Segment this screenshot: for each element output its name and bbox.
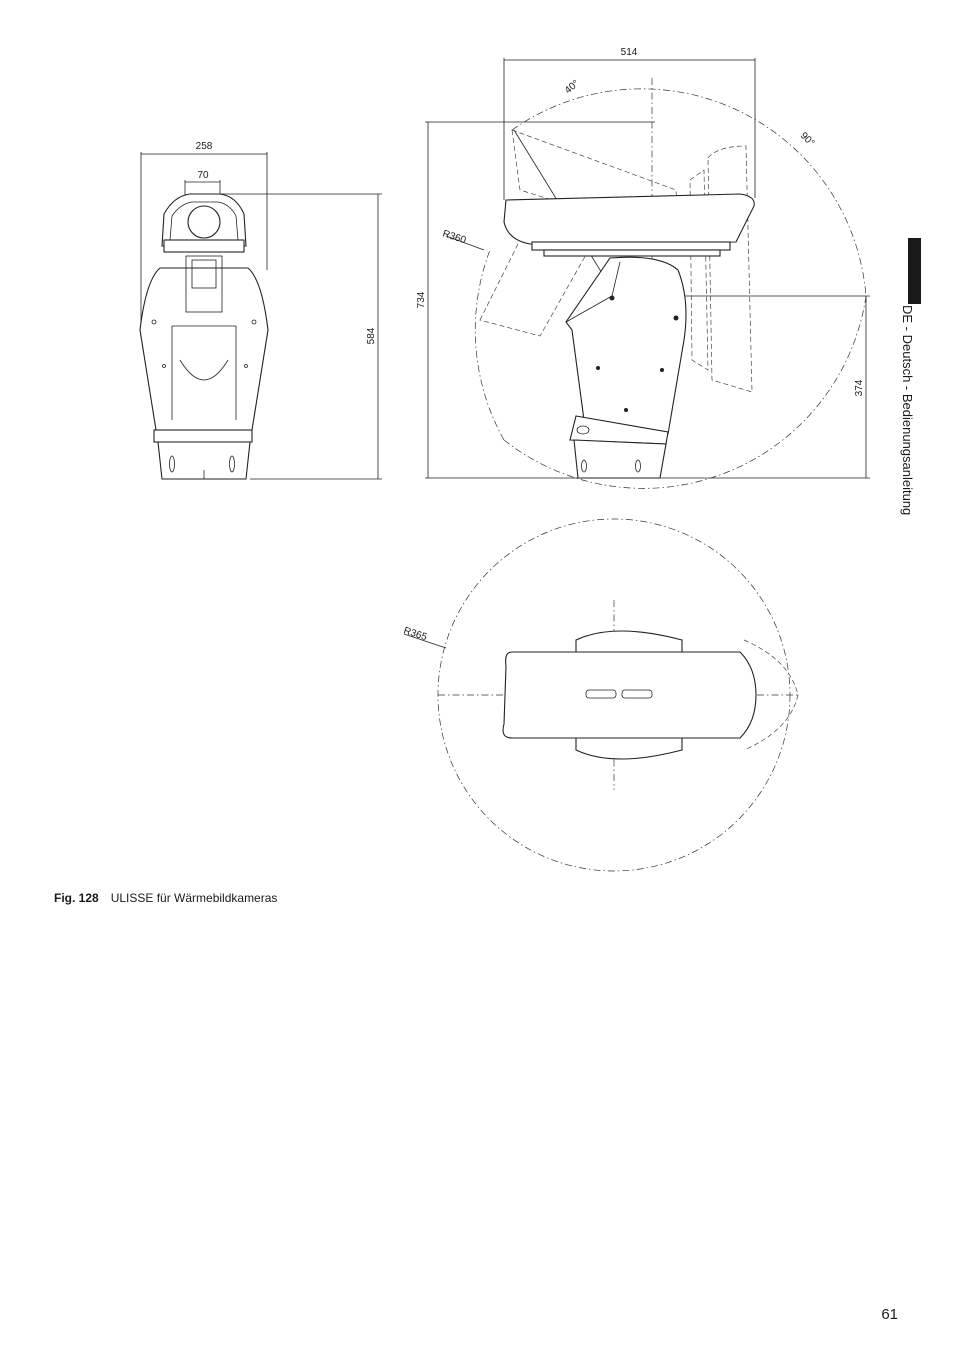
dim-axis-height: 374: [854, 379, 865, 397]
figure-number: Fig. 128: [54, 891, 99, 905]
dim-tilt-up-angle: 40°: [562, 78, 582, 97]
side-view: [416, 47, 870, 488]
dim-front-window: 70: [197, 170, 209, 181]
dim-front-height: 584: [366, 327, 377, 345]
dim-side-radius: R360: [441, 228, 468, 247]
dim-front-width: 258: [195, 141, 213, 152]
dim-side-width: 514: [620, 47, 638, 58]
dim-tilt-down-angle: 90°: [797, 130, 817, 149]
page-number: 61: [881, 1306, 898, 1323]
dim-side-height: 734: [416, 291, 427, 309]
figure-caption: [54, 891, 277, 905]
language-tab-label: DE - Deutsch - Bedienungsanleitung: [900, 305, 915, 516]
dim-top-radius: R365: [402, 625, 429, 644]
figure-caption-text: ULISSE für Wärmebildkameras: [110, 891, 278, 905]
top-view: [402, 519, 800, 871]
front-view: [140, 141, 382, 479]
